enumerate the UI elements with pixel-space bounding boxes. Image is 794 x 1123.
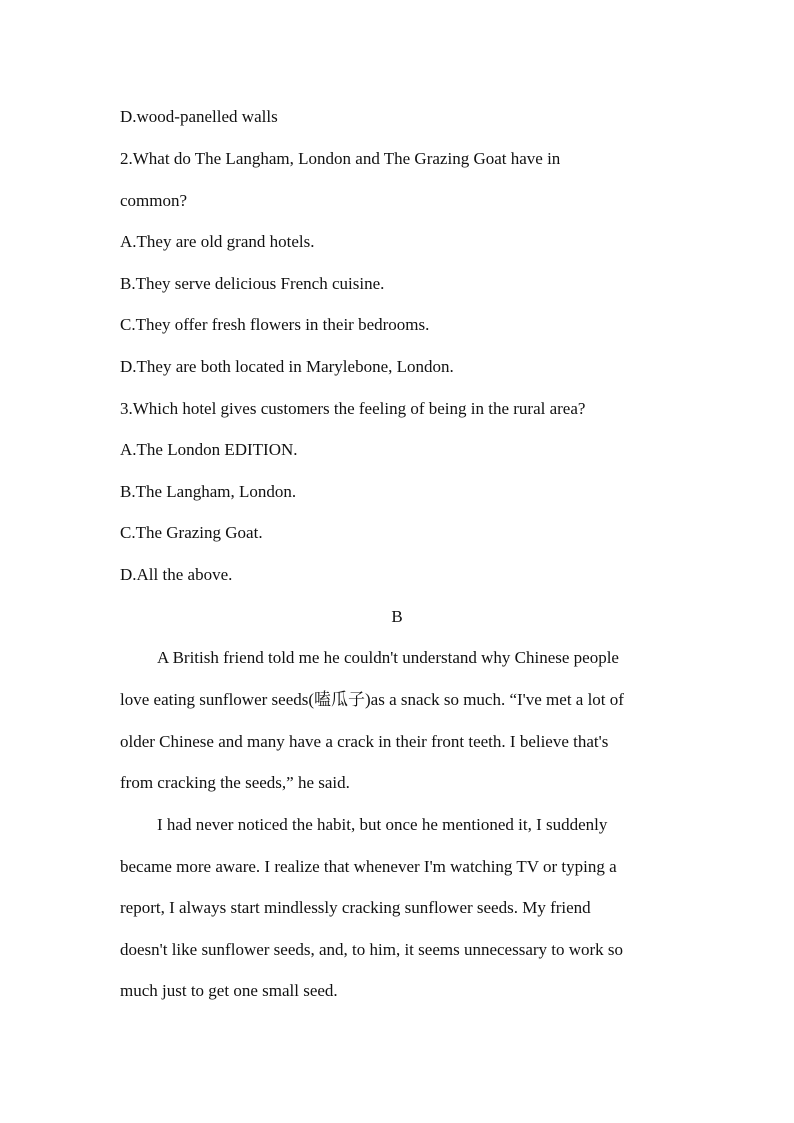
q2-stem-line1: 2.What do The Langham, London and The Grazing Goat have in xyxy=(120,149,561,168)
q3-option-a: A.The London EDITION. xyxy=(120,440,298,459)
q1-option-d: D.wood-panelled walls xyxy=(120,107,278,126)
q3-option-c: C.The Grazing Goat. xyxy=(120,523,263,542)
q2-stem-line2: common? xyxy=(120,191,188,210)
paragraph1-line3: older Chinese and many have a crack in their front teeth. I believe that's xyxy=(120,732,609,751)
q2-option-a: A.They are old grand hotels. xyxy=(120,232,315,251)
q2-option-b: B.They serve delicious French cuisine. xyxy=(120,274,385,293)
paragraph2-line3: report, I always start mindlessly cracking sunflower seeds. My friend xyxy=(120,898,591,917)
paragraph2-line1: I had never noticed the habit, but once he mentioned it, I suddenly xyxy=(157,815,608,834)
section-b-heading: B xyxy=(391,607,403,626)
q3-option-b: B.The Langham, London. xyxy=(120,482,297,501)
q3-stem: 3.Which hotel gives customers the feeling of being in the rural area? xyxy=(120,399,586,418)
paragraph1-line2: love eating sunflower seeds(嗑瓜子)as a snack so much. “I've met a lot of xyxy=(120,690,624,709)
paragraph1-line1: A British friend told me he couldn't understand why Chinese people xyxy=(157,648,619,667)
paragraph2-line4: doesn't like sunflower seeds, and, to him, it seems unnecessary to work so xyxy=(120,940,624,959)
paragraph1-line4: from cracking the seeds,” he said. xyxy=(120,773,350,792)
q2-option-c: C.They offer fresh flowers in their bedrooms. xyxy=(120,315,430,334)
paragraph2-line2: became more aware. I realize that whenever I'm watching TV or typing a xyxy=(120,857,617,876)
q2-option-d: D.They are both located in Marylebone, London. xyxy=(120,357,454,376)
q3-option-d: D.All the above. xyxy=(120,565,233,584)
paragraph2-line5: much just to get one small seed. xyxy=(120,981,338,1000)
